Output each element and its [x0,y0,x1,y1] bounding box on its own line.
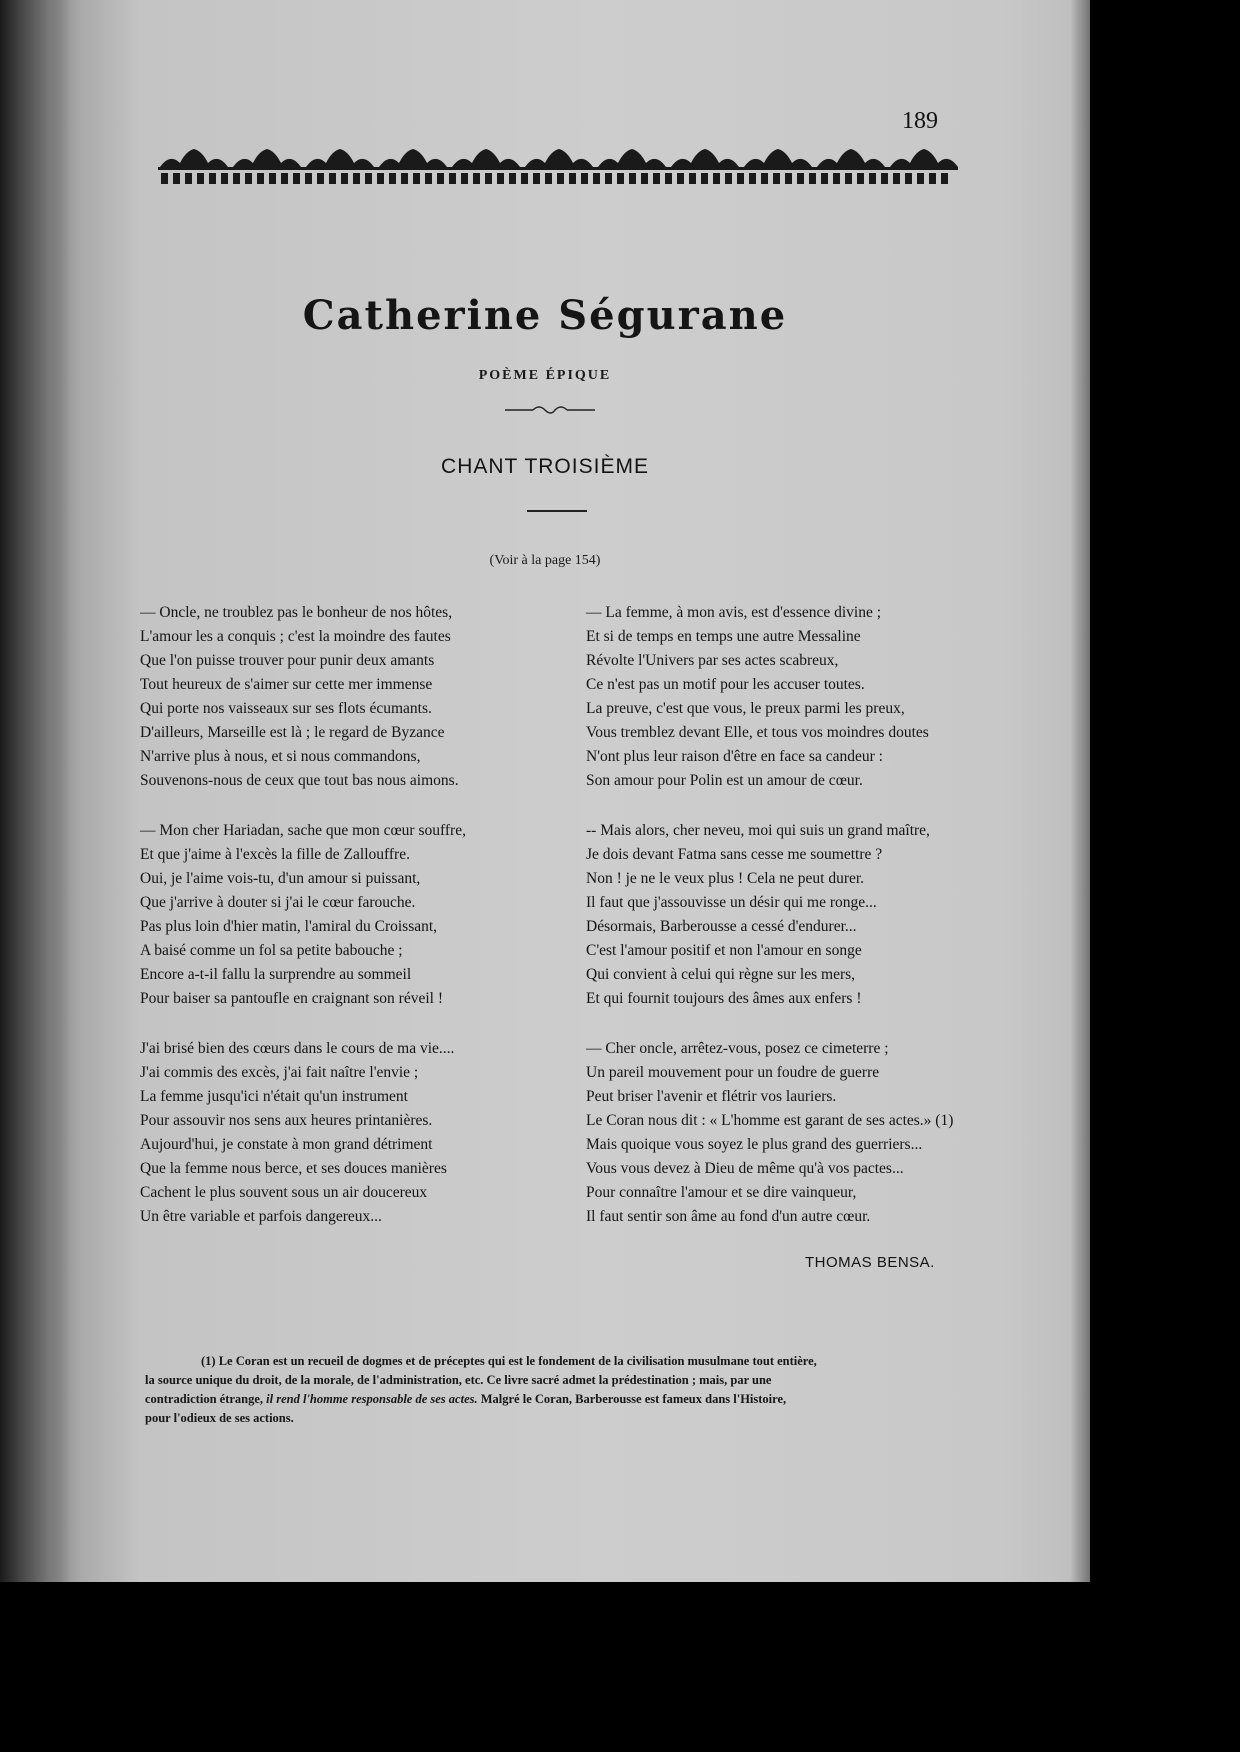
verse-line: D'ailleurs, Marseille est là ; le regard de Byzance [140,724,445,741]
verse-line: Pas plus loin d'hier matin, l'amiral du Croissant, [140,918,438,935]
verse-line: — Cher oncle, arrêtez-vous, posez ce cimeterre ; [586,1040,889,1057]
stanza [586,819,1016,1011]
verse-line: — La femme, à mon avis, est d'essence divine ; [586,604,882,621]
verse-line: Cachent le plus souvent sous un air doucereux [140,1184,428,1201]
verse-line: A baisé comme un fol sa petite babouche ; [140,942,403,959]
verse-line: -- Mais alors, cher neveu, moi qui suis un grand maître, [586,822,930,839]
verse-line: Un être variable et parfois dangereux... [140,1208,382,1225]
book-spine-shadow [0,0,70,1582]
verse-line: Qui convient à celui qui règne sur les mers, [586,966,856,983]
footnote-line [145,1390,963,1409]
verse-line: L'amour les a conquis ; c'est la moindre des fautes [140,628,451,645]
verse-line: Que l'on puisse trouver pour punir deux amants [140,652,435,669]
footnote-line: la source unique du droit, de la morale, de l'administration, etc. Ce livre sacré admet la prédestination ; mais, par une [145,1373,772,1387]
footnote-text: contradiction étrange, [145,1392,264,1406]
verse-line: J'ai commis des excès, j'ai fait naître l'envie ; [140,1064,419,1081]
verse-line: Son amour pour Polin est un amour de cœur. [586,772,863,789]
verse-line: C'est l'amour positif et non l'amour en songe [586,942,862,959]
verse-line: N'arrive plus à nous, et si nous commandons, [140,748,421,765]
verse-line: N'ont plus leur raison d'être en face sa candeur : [586,748,883,765]
flourish-divider [503,402,597,418]
left-verse-column [140,601,570,1255]
verse-line: Pour baiser sa pantoufle en craignant son réveil ! [140,990,444,1007]
verse-line: Il faut que j'assouvisse un désir qui me ronge... [586,894,877,911]
verse-line: Peut briser l'avenir et flétrir vos lauriers. [586,1088,837,1105]
verse-line: Désormais, Barberousse a cessé d'endurer... [586,918,857,935]
verse-line: Vous tremblez devant Elle, et tous vos moindres doutes [586,724,929,741]
verse-line: Qui porte nos vaisseaux sur ses flots écumants. [140,700,432,717]
verse-line: Aujourd'hui, je constate à mon grand détriment [140,1136,433,1153]
verse-line: Et qui fournit toujours des âmes aux enfers ! [586,990,862,1007]
poem-title: Catherine Séguranе [302,292,788,339]
footnote-line: pour l'odieux de ses actions. [145,1411,294,1425]
stanza [586,1037,1016,1229]
verse-line: J'ai brisé bien des cœurs dans le cours de ma vie.... [140,1040,455,1057]
verse-line: — Mon cher Hariadan, sache que mon cœur souffre, [140,822,466,839]
verse-line: Souvenons-nous de ceux que tout bas nous aimons. [140,772,459,789]
footnote-emphasis: il rend l'homme responsable de ses actes. [266,1392,478,1406]
verse-line: Vous vous devez à Dieu de même qu'à vos pactes... [586,1160,904,1177]
verse-line: Oui, je l'aime vois-tu, d'un amour si puissant, [140,870,421,887]
stanza [140,601,570,793]
page-edge-shadow [1070,0,1090,1582]
footnote [145,1352,963,1428]
stanza [140,1037,570,1229]
heading-rule [527,510,587,512]
page-reference: (Voir à la page 154) [489,553,601,568]
stanza [140,819,570,1011]
verse-line: Révolte l'Univers par ses actes scabreux, [586,652,839,669]
chant-heading: CHANT TROISIÈME [441,455,649,478]
verse-line: La femme jusqu'ici n'était qu'un instrument [140,1088,408,1105]
verse-line: Un pareil mouvement pour un foudre de guerre [586,1064,880,1081]
verse-line: Tout heureux de s'aimer sur cette mer immense [140,676,433,693]
verse-line: Le Coran nous dit : « L'homme est garant de ses actes.» (1) [586,1112,954,1129]
verse-line: Il faut sentir son âme au fond d'un autre cœur. [586,1208,871,1225]
right-verse-column [586,601,1016,1255]
verse-line: Que la femme nous berce, et ses douces manières [140,1160,447,1177]
poem-subtitle: POÈME ÉPIQUE [478,368,612,383]
author-signature: THOMAS BENSA. [805,1254,935,1271]
verse-line: Ce n'est pas un motif pour les accuser toutes. [586,676,865,693]
stanza [586,601,1016,793]
footnote-text: Malgré le Coran, Barberousse est fameux dans l'Histoire, [480,1392,787,1406]
verse-line: La preuve, c'est que vous, le preux parmi les preux, [586,700,905,717]
verse-line: Que j'arrive à douter si j'ai le cœur farouche. [140,894,416,911]
verse-line: Pour connaître l'amour et se dire vainqueur, [586,1184,857,1201]
verse-line: Mais quoique vous soyez le plus grand des guerriers... [586,1136,923,1153]
ornamental-header-band [158,145,958,187]
page-number: 189 [902,108,938,134]
verse-line: Et que j'aime à l'excès la fille de Zallouffre. [140,846,410,863]
verse-line: — Oncle, ne troublez pas le bonheur de nos hôtes, [140,604,453,621]
verse-line: Pour assouvir nos sens aux heures printanières. [140,1112,433,1129]
verse-line: Et si de temps en temps une autre Messaline [586,628,861,645]
verse-line: Non ! je ne le veux plus ! Cela ne peut durer. [586,870,865,887]
footnote-line: (1) Le Coran est un recueil de dogmes et de préceptes qui est le fondement de la civilisation musulmane tout entière, [201,1354,817,1368]
verse-line: Encore a-t-il fallu la surprendre au sommeil [140,966,412,983]
verse-line: Je dois devant Fatma sans cesse me soumettre ? [586,846,883,863]
